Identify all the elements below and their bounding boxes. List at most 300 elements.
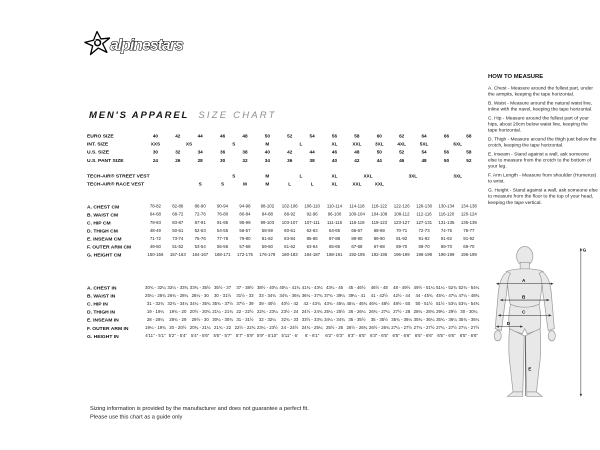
size-cell: 65-66 <box>328 244 341 250</box>
row-label: B. WAIST IN <box>87 293 116 299</box>
size-cell: 40 <box>331 157 338 163</box>
body-silhouette <box>494 247 555 397</box>
size-cell: 49½ - 51¼ <box>413 285 435 291</box>
size-cell: 27¼ - 27½ <box>436 326 457 331</box>
size-cell: 35½ - 37 <box>214 285 232 291</box>
row-label: U.S. PANT SIZE <box>87 157 124 163</box>
size-cell: 46 <box>219 133 226 139</box>
table-row <box>87 219 480 227</box>
size-cell: 58 <box>466 149 472 155</box>
size-cell: 135-139 <box>460 220 477 225</box>
size-cell: 150-156 <box>147 252 164 258</box>
size-table-container <box>87 132 484 340</box>
size-table <box>87 132 480 340</box>
size-cell: 33½ - 33¾ <box>301 318 323 323</box>
size-cell: 6'5" - 6'6" <box>459 334 478 339</box>
size-cell: 25¼ - 25½ <box>324 309 345 315</box>
size-cell: 40 <box>264 149 270 155</box>
size-cell: 32 <box>242 157 248 163</box>
size-cell: 164-167 <box>192 252 209 258</box>
size-cell: M <box>265 172 270 179</box>
size-cell: 119-123 <box>371 220 388 225</box>
size-cell: 69-70 <box>440 244 452 250</box>
size-cell: 37¾ - 39¼ <box>324 293 345 299</box>
size-cell: 43¾ - 45¼ <box>324 301 345 307</box>
size-cell: 24 - 24½ <box>281 326 299 331</box>
size-cell: 104-108 <box>371 212 388 217</box>
size-cell: 27¼ - 27½ <box>458 326 480 331</box>
size-cell: 196-199 <box>438 252 455 258</box>
table-row <box>87 180 480 188</box>
size-cell: 6' - 6'1" <box>304 334 320 339</box>
size-cell: 5'7" - 5'9" <box>235 334 255 339</box>
size-cell: XL <box>331 180 338 187</box>
size-cell: 46¾ - 48½ <box>368 301 390 307</box>
size-cell: 41 - 42½ <box>370 293 388 299</box>
title-sub: SIZE CHART <box>198 110 277 121</box>
size-cell: 29½ - 30 <box>191 318 209 323</box>
size-cell: 23¼ - 23½ <box>256 326 278 331</box>
size-cell: 68-72 <box>172 212 184 217</box>
footnote-line-1: Sizing information is provided by the manufacturer and does not guarantee a perfect fit. <box>90 404 309 412</box>
size-cell: 32¼ - 33¾ <box>167 285 189 291</box>
size-cell: 62-63 <box>306 228 318 234</box>
size-cell: 76-80 <box>217 212 229 217</box>
size-cell: 34¼ - 34¾ <box>324 318 345 323</box>
size-cell: 56 <box>443 149 450 155</box>
size-cell: 46 <box>399 157 405 163</box>
size-cell: 6'5" - 6'6" <box>437 334 456 339</box>
size-cell: 81-82 <box>261 236 273 242</box>
size-cell: 33 - 34¾ <box>258 293 276 299</box>
spacer-row <box>87 259 480 284</box>
hip-letter: C <box>522 309 526 315</box>
inseam-letter: E <box>528 366 532 372</box>
row-label: E. INSEAM IN <box>87 317 119 323</box>
size-cell: 30¼ - 30¾ <box>212 318 233 323</box>
size-cell: 79-83 <box>149 220 161 225</box>
size-cell <box>144 180 166 188</box>
size-cell: 21¼ - 21¾ <box>212 309 233 315</box>
spacer-cell <box>87 164 480 171</box>
size-cell: 48 <box>421 157 427 163</box>
row-label: G. HEIGHT CM <box>87 252 122 258</box>
size-cell: 6'3" - 6'5" <box>347 334 367 339</box>
size-cell: 56 <box>331 133 338 139</box>
size-cell: 38 <box>242 149 248 155</box>
size-cell: 5'9" - 5'10" <box>257 334 278 339</box>
size-cell: 36¼ - 37¾ <box>301 293 323 299</box>
size-cell: 51¼ - 52¾ <box>436 285 457 291</box>
measure-instruction: B. Waist - Measure around the natural waist line, inline with the navel, keeping the tape horizontal. <box>488 99 593 112</box>
size-cell: 53¼ - 54¾ <box>458 301 480 307</box>
size-cell: 32 <box>175 149 181 155</box>
alpinestars-logo-svg <box>84 25 214 65</box>
row-label: C. HIP IN <box>87 301 108 307</box>
size-cell: 25¼ - 26¾ <box>145 293 166 299</box>
size-cell: 79-80 <box>239 236 251 242</box>
size-cell: S <box>232 141 236 147</box>
how-to-measure-heading: HOW TO MEASURE <box>488 73 544 80</box>
size-cell: 42 <box>287 149 293 155</box>
table-row <box>87 251 480 259</box>
size-cell: 50 <box>443 157 450 163</box>
size-cell: 6'2" - 6'3" <box>325 334 344 339</box>
size-cell: 64-68 <box>149 212 161 217</box>
size-cell: 44 <box>197 133 203 139</box>
size-cell: XXL <box>352 180 362 187</box>
size-cell: 89-90 <box>351 236 363 242</box>
table-row <box>87 292 480 300</box>
size-cell: XL <box>331 141 338 147</box>
size-cell: 28 <box>197 157 203 163</box>
table-row <box>87 227 480 235</box>
size-cell: XXL <box>352 141 362 147</box>
size-cell: 35¾ - 36¼ <box>436 318 457 323</box>
size-cell: 70-71 <box>396 228 408 234</box>
size-cell: 33¾ - 35½ <box>189 285 211 291</box>
table-row <box>87 300 480 308</box>
size-cell: 5'6" - 5'7" <box>213 334 232 339</box>
size-cell: 168-171 <box>214 252 231 258</box>
size-cell: 26½ - 26¾ <box>368 326 390 331</box>
size-cell: 5XL <box>419 141 429 147</box>
size-cell: 68-69 <box>373 228 385 234</box>
size-cell: 35¾ - 37½ <box>212 301 233 307</box>
size-cell: 89-90 <box>373 236 385 242</box>
size-cell: 112-116 <box>416 212 432 217</box>
size-cell: 32 - 32¼ <box>258 318 276 323</box>
table-row <box>87 332 480 340</box>
size-cell: 134-138 <box>460 204 477 209</box>
size-cell: 19¾ - 20 <box>169 309 187 315</box>
size-cell: 67-68 <box>351 244 363 250</box>
size-cell: L <box>299 141 303 147</box>
size-cell: 83-84 <box>284 236 296 242</box>
size-cell: 19¼ - 19¾ <box>145 326 166 331</box>
size-cell: 21¾ - 22 <box>214 326 232 331</box>
size-cell: 192-195 <box>348 252 365 258</box>
footnote <box>90 404 407 421</box>
size-cell: 157-163 <box>169 252 186 258</box>
body-silhouette-figure <box>486 246 588 399</box>
size-cell: 46½ - 48 <box>370 285 388 291</box>
size-cell: 91-92 <box>396 236 408 242</box>
table-row <box>87 140 480 148</box>
size-cell: 52 <box>466 157 472 163</box>
size-cell: 47¼ - 48¾ <box>458 293 480 299</box>
size-cell: 4XL <box>397 141 406 147</box>
logo-wordmark: alpinestars <box>110 37 183 55</box>
size-cell: 30 <box>152 149 158 155</box>
size-cell: 34 <box>197 149 203 155</box>
table-row <box>87 284 480 292</box>
measure-instruction: G. Height - Stand against a wall, ask someone else to measure from the floor to the top of your head, keeping the tape vertical. <box>488 187 598 205</box>
size-cell: 78-82 <box>149 204 161 209</box>
size-cell: 110-114 <box>326 204 343 209</box>
size-cell: 87-88 <box>328 236 341 242</box>
measure-instruction: F. Arm Length - Measure from shoulder (Humerus) to wrist. <box>488 172 597 184</box>
size-cell: 53-54 <box>194 244 206 250</box>
size-cell: 28¾ - 29 <box>169 318 187 323</box>
size-cell <box>144 172 211 180</box>
size-cell: S <box>232 172 236 179</box>
size-cell: 100-104 <box>348 212 365 217</box>
size-cell: 30 - 31½ <box>214 293 232 299</box>
size-cell: 48 <box>354 149 360 155</box>
size-cell: 26¾ - 27¼ <box>368 309 390 315</box>
table-row <box>87 316 480 324</box>
table-row <box>87 156 480 164</box>
row-label: A. CHEST CM <box>87 203 120 210</box>
size-cell: 34 <box>264 157 270 163</box>
size-cell: 62 <box>399 133 405 139</box>
size-cell: S <box>221 180 225 187</box>
size-cell: 35 - 35½ <box>370 318 388 323</box>
size-cell: 20½ - 20¾ <box>189 309 211 315</box>
footnote-line-2: Please use this chart as a guide only <box>90 413 183 420</box>
measure-instruction: D. Thigh - Measure around the thigh just below the crotch, keeping the tape horizontal. <box>488 136 597 148</box>
size-cell: 57-58 <box>239 244 251 250</box>
size-cell: 26 - 26¼ <box>348 309 366 315</box>
size-cell: 6'5" - 6'6" <box>392 334 411 339</box>
size-cell <box>167 180 189 188</box>
size-cell: M <box>265 141 270 147</box>
size-cell: 28¼ - 28¾ <box>413 309 435 315</box>
size-cell: 30 <box>219 157 226 163</box>
size-cell: 85-86 <box>306 236 318 242</box>
size-cell: 31½ - 33 <box>236 293 254 299</box>
size-cell: 59-60 <box>261 244 273 250</box>
size-cell: 172-175 <box>236 252 253 258</box>
size-cell: 41¾ - 43¼ <box>301 285 323 291</box>
size-cell: 58 <box>354 133 360 139</box>
size-cell: 22 - 22½ <box>236 309 254 315</box>
size-cell: 49-50 <box>149 244 161 250</box>
row-label: G. HEIGHT IN <box>87 333 119 340</box>
size-cell: 24 <box>152 157 158 163</box>
row-label: TECH-AIR® RACE VEST <box>87 180 145 187</box>
how-to-measure-section <box>488 73 598 208</box>
spacer-row <box>87 164 480 171</box>
size-cell: 5'4" - 5'6" <box>191 334 210 339</box>
size-cell: L <box>288 180 292 187</box>
size-cell: 52-53 <box>194 228 206 234</box>
size-cell: 31 - 32¾ <box>146 301 164 307</box>
size-cell: 39¼ - 41 <box>348 293 366 299</box>
size-cell: 80-84 <box>239 212 251 217</box>
size-cell: 58-59 <box>261 228 273 234</box>
size-cell: 40½ - 42 <box>281 301 299 307</box>
size-cell: 22¾ - 23¼ <box>256 309 278 315</box>
size-cell: 48½ - 50 <box>393 301 411 307</box>
table-row <box>87 308 480 316</box>
row-label: E. INSEAM CM <box>87 236 122 242</box>
size-cell: 122-126 <box>393 204 410 209</box>
spacer-row <box>87 188 480 203</box>
size-cell: 67-68 <box>373 244 385 250</box>
size-cell: 66 <box>443 133 450 139</box>
size-cell: 196-199 <box>393 252 410 258</box>
size-cell: 94-98 <box>239 204 251 209</box>
row-label: EURO SIZE <box>87 133 114 139</box>
table-row <box>87 211 480 219</box>
size-cell: 30¾ - 32¼ <box>145 285 166 291</box>
size-cell: 35¾ - 36¼ <box>413 318 435 323</box>
table-row <box>87 132 480 140</box>
row-label: D. THIGH CM <box>87 228 118 234</box>
size-cell: 3XL <box>453 172 462 179</box>
size-cell: 23½ - 24 <box>281 309 299 315</box>
size-cell: 123-127 <box>393 220 410 225</box>
size-cell: 19 - 19¼ <box>146 309 164 315</box>
size-cell: 4'11" - 5'1" <box>145 334 166 339</box>
size-cell: 36 <box>287 157 293 163</box>
size-cell: 52¾ - 54¼ <box>458 285 480 291</box>
size-cell: 42½ - 44 <box>393 293 411 299</box>
size-cell: 20 - 20½ <box>169 326 187 331</box>
size-cell: 45 - 46½ <box>348 285 366 291</box>
table-row <box>87 324 480 332</box>
size-cell: 6'3" - 6'5" <box>370 334 389 339</box>
size-cell: 98-102 <box>260 204 275 209</box>
row-label: B. WAIST CM <box>87 211 119 218</box>
size-cell: 34¾ - 36¼ <box>279 293 301 299</box>
size-cell: 130-134 <box>438 204 455 209</box>
size-cell: 196-199 <box>416 252 433 258</box>
size-cell: 39 - 40½ <box>258 301 276 307</box>
size-cell: 56-57 <box>239 228 251 234</box>
size-cell: 106-110 <box>304 204 320 209</box>
size-cell: 35¾ - 36¼ <box>391 318 413 323</box>
size-cell: 24¾ - 25¼ <box>301 326 323 331</box>
thigh-letter: D <box>506 320 511 326</box>
size-cell: 44 <box>309 149 315 155</box>
size-cell: 28¼ - 30 <box>191 293 209 299</box>
size-cell: 26 <box>175 157 181 163</box>
measure-instruction: C. Hip - Measure around the fullest part of your hips, about 20cm below waist line, keeping the tape horizontal. <box>488 115 589 133</box>
size-cell: 46 <box>331 149 338 155</box>
size-cell: 3XL <box>408 172 418 179</box>
size-cell: 5'11" - 6' <box>281 334 298 339</box>
size-cell: XXL <box>363 172 373 179</box>
size-cell: 36 <box>219 149 226 155</box>
size-cell: 196-199 <box>460 252 477 258</box>
size-cell: 88-92 <box>284 212 296 217</box>
table-row <box>87 243 480 251</box>
size-cell: 75-76 <box>194 236 206 242</box>
size-cell: 92-96 <box>306 212 318 217</box>
measure-instruction: A. Chest - Measure around the fullest part, under the armpits, keeping the tape horizontal. <box>488 84 593 97</box>
measurement-figure <box>486 246 588 399</box>
size-cell: 55-56 <box>217 244 229 250</box>
size-cell: M <box>265 180 270 187</box>
page-title <box>89 110 277 121</box>
table-row <box>87 203 480 211</box>
size-cell: 107-111 <box>304 220 320 225</box>
size-cell: 82-86 <box>172 204 184 209</box>
waist-letter: B <box>522 294 526 300</box>
size-cell: 69-70 <box>463 244 475 250</box>
table-row <box>87 172 480 180</box>
size-cell: 40¼ - 41¾ <box>279 285 301 291</box>
measure-instruction-list <box>488 85 598 205</box>
size-cell: 131-135 <box>438 220 455 225</box>
size-cell: 61-62 <box>284 244 296 250</box>
size-cell: 83-87 <box>172 220 184 225</box>
size-cell: 42 <box>354 157 360 163</box>
size-cell: 103-107 <box>281 220 298 225</box>
size-cell: 69-70 <box>396 244 408 250</box>
size-cell: 180-183 <box>281 252 298 258</box>
size-cell: S <box>198 180 202 187</box>
size-cell: 60 <box>376 133 382 139</box>
height-letter: G <box>582 247 587 253</box>
title-main: MEN'S APPAREL <box>89 110 189 121</box>
size-cell: 71-72 <box>149 236 161 242</box>
size-cell: 54 <box>309 133 315 139</box>
row-label: F. OUTER ARM CM <box>87 244 132 250</box>
size-cell: 108-112 <box>393 212 410 217</box>
size-cell: 42 <box>175 133 181 139</box>
size-cell: 27¼ - 27½ <box>391 326 413 331</box>
size-cell: 52 <box>287 133 293 139</box>
size-cell: 20¾ - 21¼ <box>189 326 211 331</box>
size-cell: 99-103 <box>260 220 275 225</box>
size-cell: 86-90 <box>194 204 206 209</box>
size-cell: 64-65 <box>328 228 341 234</box>
spacer-cell <box>87 188 480 203</box>
size-cell: 184-187 <box>304 252 321 258</box>
size-cell: L <box>299 172 303 179</box>
size-cell: 114-118 <box>349 204 365 209</box>
size-cell: 31 - 31½ <box>236 318 254 323</box>
size-cell: 192-195 <box>371 252 388 258</box>
size-cell: 91-92 <box>463 236 475 242</box>
size-cell: 40 <box>152 133 158 139</box>
size-cell: 38½ - 40¼ <box>256 285 278 291</box>
size-cell: 63-64 <box>306 244 318 250</box>
size-cell: 69-70 <box>418 244 430 250</box>
size-cell: 66-67 <box>351 228 363 234</box>
size-cell: 26¾ - 28¼ <box>167 293 189 299</box>
size-cell: XXS <box>150 141 161 147</box>
size-cell: 50-51 <box>172 228 184 234</box>
size-cell: 96-100 <box>327 212 342 217</box>
measure-instruction: E. Inseam - Stand against a wall, ask someone else to measure from the crotch to the bottom of your leg. <box>488 151 592 169</box>
size-cell: 3XL <box>375 141 384 147</box>
size-cell: 29¼ - 29½ <box>436 309 457 315</box>
row-label: A. CHEST IN <box>87 285 117 291</box>
size-cell: 77-78 <box>217 236 229 242</box>
size-cell: 60-61 <box>284 228 296 234</box>
size-cell: 51½ - 53¼ <box>436 301 457 307</box>
size-cell: 64 <box>421 133 427 139</box>
size-cell: 72-73 <box>418 228 430 234</box>
size-cell: 44 - 45¾ <box>415 293 433 299</box>
chest-letter: A <box>522 278 526 284</box>
size-cell: 90-94 <box>217 204 229 209</box>
size-cell: 35 - 35½ <box>348 318 366 323</box>
size-cell: 24½ - 24¾ <box>301 309 323 315</box>
size-cell: 48 <box>242 133 248 139</box>
row-label: TECH-AIR® STREET VEST <box>87 172 150 179</box>
size-cell: 50 <box>376 149 382 155</box>
size-cell: 48 - 49½ <box>393 285 411 291</box>
size-cell: 45¾ - 47¼ <box>436 293 457 299</box>
size-cell: 73-74 <box>172 236 184 242</box>
size-cell: 118-122 <box>371 204 388 209</box>
